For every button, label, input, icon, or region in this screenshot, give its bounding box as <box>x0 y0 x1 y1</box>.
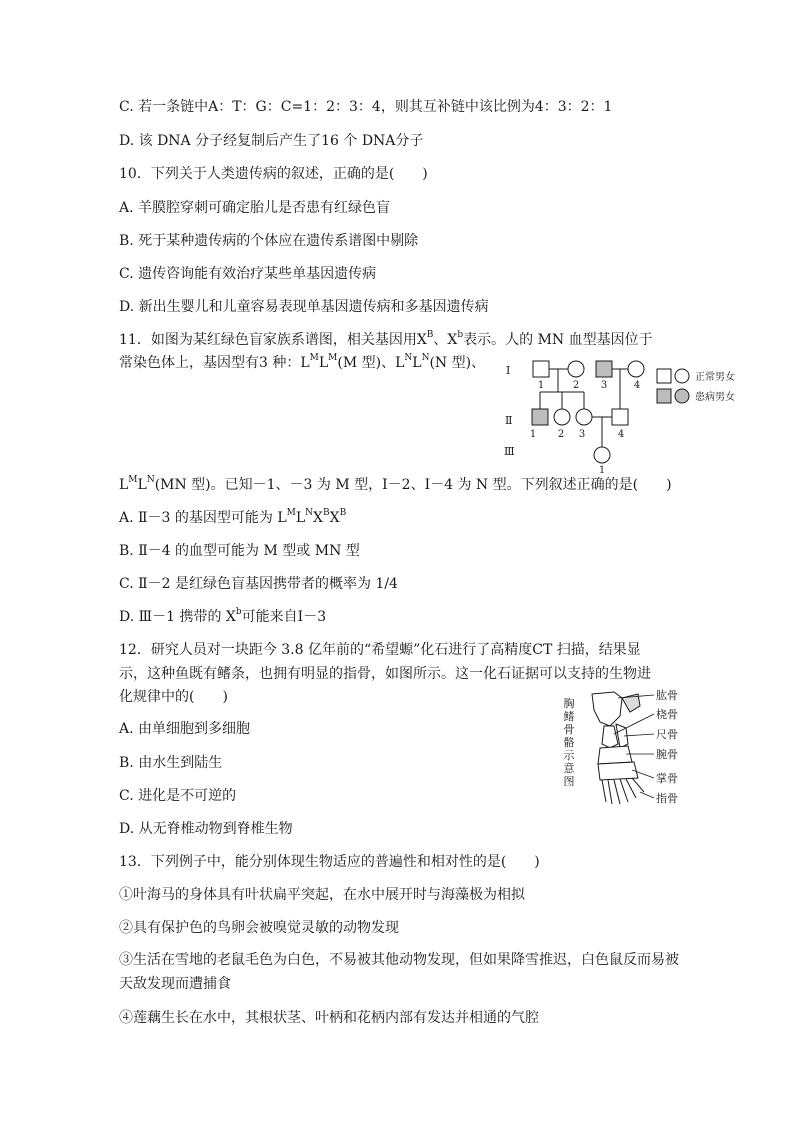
digit-bone <box>620 779 628 802</box>
q12-option-d: D. 从无脊椎动物到脊椎生物 <box>119 821 293 837</box>
fin-label-radius: 桡骨 <box>656 708 678 721</box>
radius-bone <box>602 726 618 748</box>
q11-stem-line2: 常染色体上，基因型有3 种：$L^ML^M(M$ 型)、$L^NL^N(N$ 型)、 <box>119 353 486 371</box>
q12-stem-line1: 12．研究人员对一块距今 3.8 亿年前的“希望螈”化石进行了高精度CT 扫描，结果显 <box>119 642 641 658</box>
q10-option-b: B. 死于某种遗传病的个体应在遗传系谱图中剔除 <box>119 233 419 249</box>
gen1-male-1 <box>533 361 549 377</box>
fin-label-humerus: 肱骨 <box>656 689 678 702</box>
digit-bone <box>608 780 612 804</box>
fin-label-phalanx: 指骨 <box>656 792 678 805</box>
q11-option-c: C. Ⅱ－2 是红绿色盲基因携带者的概率为 1/4 <box>119 576 398 592</box>
q13-item-2: ②具有保护色的鸟卵会被嗅觉灵敏的动物发现 <box>119 920 399 936</box>
digit-bone <box>602 780 606 802</box>
gen3-female-1 <box>594 447 610 463</box>
q13-item-1: ①叶海马的身体具有叶状扁平突起，在水中展开时与海藻极为相拟 <box>119 887 525 903</box>
gen1-female-2 <box>568 361 584 377</box>
gen2-number: 4 <box>617 429 625 440</box>
q9-option-c: C. 若一条链中A：T：G：C=1：2：3：4，则其互补链中该比例为4：3：2：1 <box>119 99 613 115</box>
humerus-bone <box>592 692 622 726</box>
digit-bone <box>614 780 620 804</box>
q13-stem: 13．下列例子中，能分别体现生物适应的普遍性和相对性的是( ) <box>119 854 540 870</box>
q11-stem-line1: 11．如图为某红绿色盲家族系谱图，相关基因用$X^B$、$X^b$表示。人的 MN 血型基因位于 <box>119 330 653 348</box>
gen1-number: 4 <box>633 380 641 391</box>
q11-stem-line3: $L^ML^N(MN$ 型)。已知－1、－3 为 M 型，Ⅰ－2、Ⅰ－4 为 N 型。下列叙述正确的是( ) <box>119 475 672 493</box>
carpal-bones <box>598 746 632 764</box>
q13-item-3: ③生活在雪地的老鼠毛色为白色，不易被其他动物发现，但如果降雪推迟，白色鼠反而易被天敌发现而遭捕食 <box>119 952 679 992</box>
q10-option-a: A. 羊膜腔穿刺可确定胎儿是否患有红绿色盲 <box>119 200 391 216</box>
gen2-female-2 <box>554 409 570 425</box>
q11-option-a: A. Ⅱ－3 的基因型可能为 $L^ML^NX^BX^B$ <box>119 508 347 526</box>
q12-option-a: A. 由单细胞到多细胞 <box>119 721 251 737</box>
legend-affected-male <box>657 389 671 403</box>
fin-label-ulna: 尺骨 <box>656 728 678 741</box>
q10-stem: 10．下列关于人类遗传病的叙述，正确的是( ) <box>119 166 428 182</box>
gen2-number: 2 <box>557 429 565 440</box>
gen2-female-3 <box>576 409 592 425</box>
generation-label-1: Ⅰ <box>506 364 511 377</box>
gen2-male-4 <box>612 409 628 425</box>
generation-label-3: Ⅲ <box>504 445 515 458</box>
q11-option-b: B. Ⅱ－4 的血型可能为 M 型或 MN 型 <box>119 543 360 559</box>
legend-affected-female <box>675 389 689 403</box>
q12-option-b: B. 由水生到陆生 <box>119 755 223 771</box>
metacarpal-bones <box>598 762 638 780</box>
gen1-female-4 <box>628 361 644 377</box>
gen3-number: 1 <box>598 465 606 475</box>
q13-item-4: ④莲藕生长在水中，其根状茎、叶柄和花柄内部有发达并相通的气腔 <box>119 1010 539 1026</box>
digit-bone <box>626 779 636 798</box>
gen2-male-1-affected <box>532 409 548 425</box>
gen2-number: 1 <box>529 429 537 440</box>
legend-normal-male <box>657 369 671 383</box>
fin-label-carpal: 腕骨 <box>656 748 678 761</box>
legend-normal-label: 正常男女 <box>695 372 735 383</box>
generation-label-2: Ⅱ <box>505 414 513 427</box>
q10-option-d: D. 新出生婴儿和儿童容易表现单基因遗传病和多基因遗传病 <box>119 299 489 315</box>
gen1-number: 2 <box>572 380 580 391</box>
q9-option-d: D. 该 DNA 分子经复制后产生了16 个 DNA分子 <box>119 133 424 149</box>
q12-stem-line3: 化规律中的( ) <box>119 689 228 705</box>
digit-bone <box>632 778 644 792</box>
fin-bone-figure <box>580 686 690 808</box>
q10-option-c: C. 遗传咨询能有效治疗某些单基因遗传病 <box>119 266 377 282</box>
q12-option-c: C. 进化是不可逆的 <box>119 788 237 804</box>
gen1-number: 1 <box>537 380 545 391</box>
fin-label-metacarpal: 掌骨 <box>656 772 678 785</box>
legend-affected-label: 患病男女 <box>695 392 735 403</box>
q11-option-d: D. Ⅲ－1 携带的 $X^b$可能来自Ⅰ－3 <box>119 607 327 625</box>
q12-stem-line2: 示，这种鱼既有鳍条，也拥有明显的指骨，如图所示。这一化石证据可以支持的生物进 <box>119 666 651 682</box>
legend-normal-female <box>675 369 689 383</box>
gen1-male-3-affected <box>596 361 612 377</box>
fin-figure-caption: 胸鳍骨骼示意图 <box>563 697 575 788</box>
gen2-number: 3 <box>578 429 586 440</box>
gen1-number: 3 <box>600 380 608 391</box>
pedigree-diagram <box>500 355 780 475</box>
